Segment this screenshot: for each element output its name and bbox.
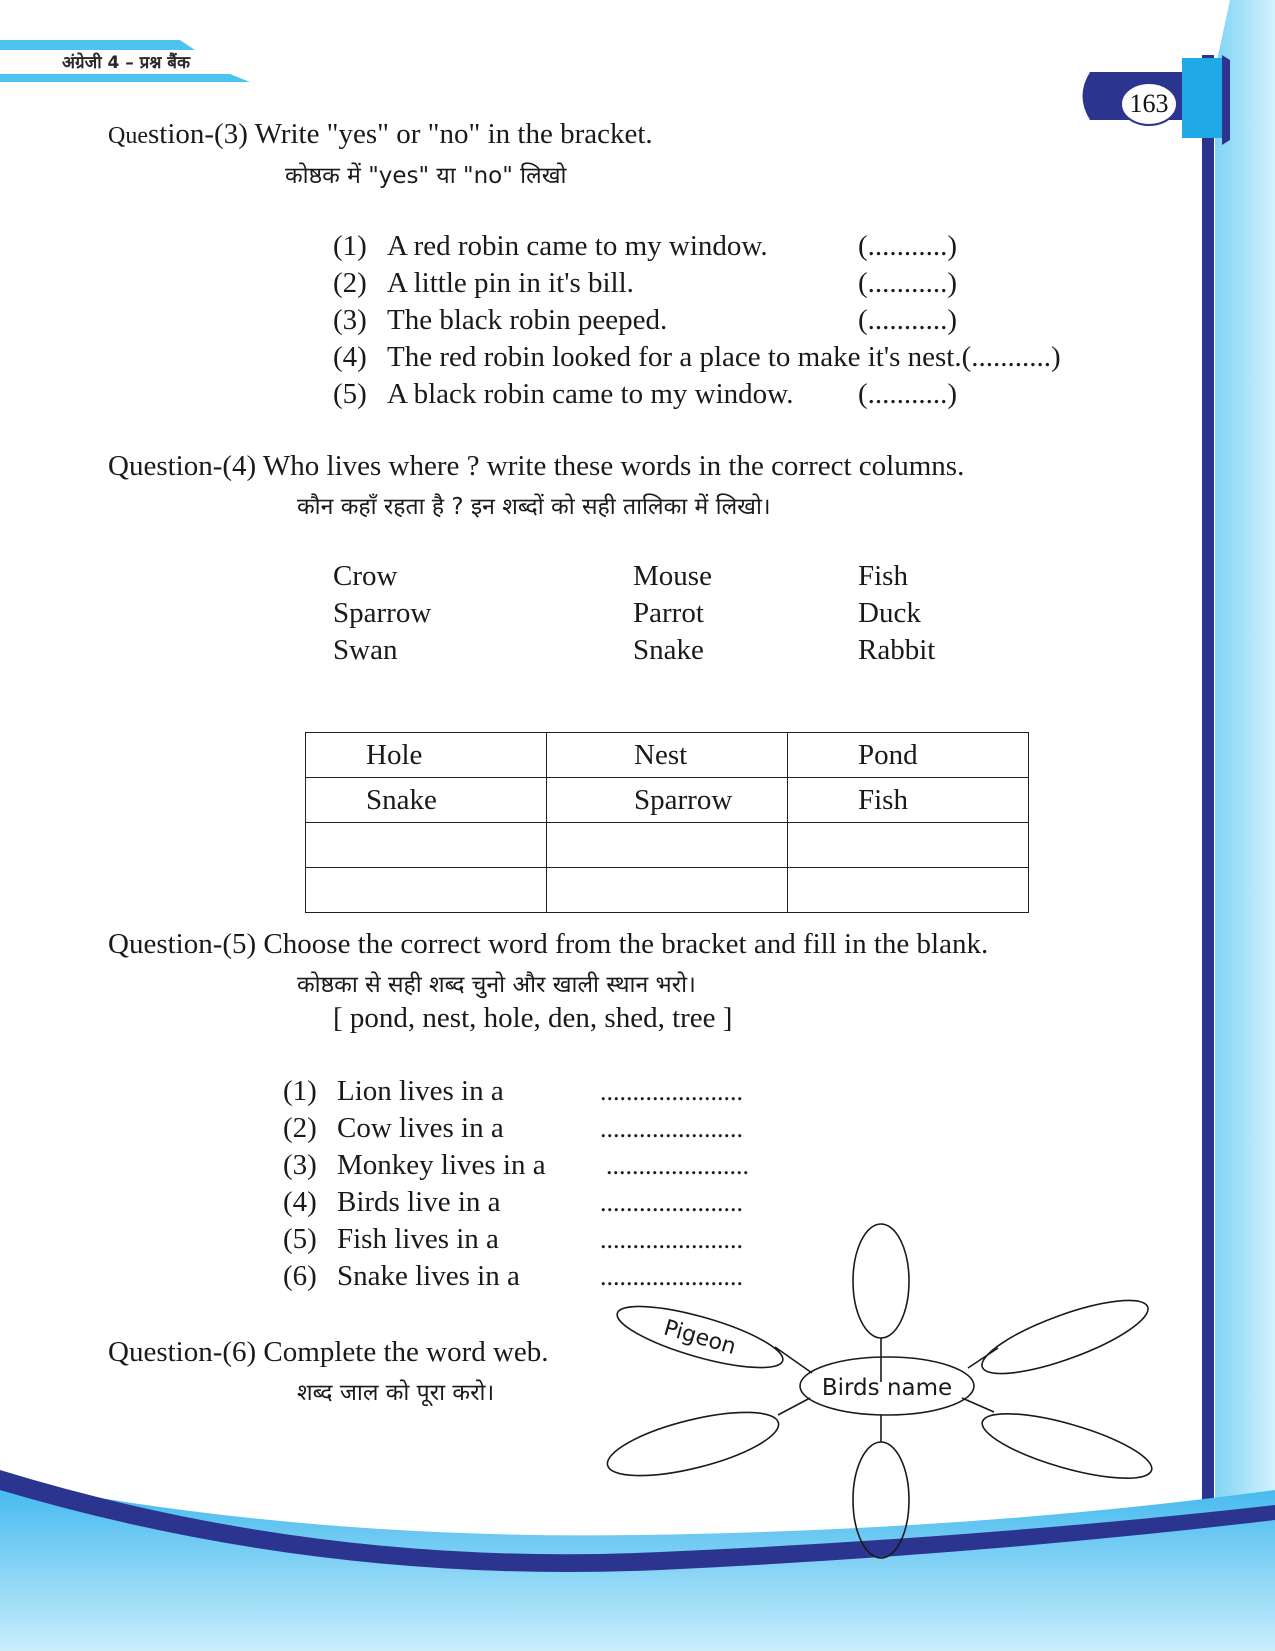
web-bubble-empty [975, 1286, 1155, 1388]
word-item: Snake [633, 634, 704, 666]
q3-item-text: A little pin in it's bill. [387, 267, 634, 299]
q3-blank: (...........) [858, 267, 958, 299]
q3-item-num: (3) [333, 304, 367, 336]
q3-item [333, 341, 1061, 374]
q5-item-num: (6) [283, 1260, 317, 1292]
table-row [306, 778, 1029, 823]
word-item: Rabbit [858, 634, 936, 666]
q4-title: Question-(4) Who lives where ? write these words in the correct columns. [108, 450, 965, 482]
q5-item-text: Birds live in a [337, 1186, 501, 1218]
word-item: Sparrow [333, 597, 432, 629]
table-cell [306, 778, 547, 823]
q4-hindi: कौन कहाँ रहता है ? इन शब्दों को सही तालिका में लिखो। [297, 494, 771, 520]
q3-blank: (...........) [858, 304, 958, 336]
q5-blank[interactable]: ...................... [600, 1188, 743, 1217]
q3-item [333, 304, 667, 337]
page-number: 163 [1129, 89, 1169, 118]
table-header-row [306, 733, 1029, 778]
q3-item-num: (1) [333, 230, 367, 262]
q3-blank: (...........) [858, 230, 958, 262]
word-item: Crow [333, 560, 398, 592]
table-example-cell: Fish [858, 784, 908, 816]
table-empty-cell[interactable] [547, 868, 788, 913]
q5-options: [ pond, nest, hole, den, shed, tree ] [333, 1002, 733, 1034]
word-item: Parrot [633, 597, 704, 629]
q6-hindi: शब्द जाल को पूरा करो। [297, 1380, 495, 1406]
table-row [306, 868, 1029, 913]
web-connector [968, 1348, 998, 1368]
q3-item-text: The black robin peeped. [387, 304, 668, 336]
web-bubble-empty [853, 1442, 909, 1558]
q3-blank: (...........) [961, 341, 1061, 373]
q5-hindi: कोष्ठका से सही शब्द चुनो और खाली स्थान भरो। [297, 972, 696, 998]
habitat-table [305, 732, 1029, 913]
q5-item [283, 1112, 504, 1145]
q5-item-text: Cow lives in a [337, 1112, 504, 1144]
q5-item-text: Fish lives in a [337, 1223, 499, 1255]
web-bubble-empty [976, 1401, 1157, 1492]
table-header-nest: Nest [634, 739, 688, 771]
book-header: अंग्रेजी 4 – प्रश्न बैंक [62, 53, 191, 73]
word-item: Duck [858, 597, 921, 629]
q5-item-num: (4) [283, 1186, 317, 1218]
q3-item-text: The red robin looked for a place to make it's nest. [387, 341, 962, 373]
q5-item [283, 1223, 499, 1256]
q6-title: Question-(6) Complete the word web. [108, 1336, 549, 1368]
q5-item-num: (1) [283, 1075, 317, 1107]
q5-item-text: Lion lives in a [337, 1075, 504, 1107]
q3-item-num: (4) [333, 341, 367, 373]
q5-blank[interactable]: ...................... [600, 1114, 743, 1143]
web-connector [775, 1347, 812, 1373]
table-example-cell: Snake [366, 784, 437, 816]
word-item: Fish [858, 560, 908, 592]
q5-item-num: (2) [283, 1112, 317, 1144]
q5-item [283, 1149, 546, 1182]
q3-item [333, 378, 793, 411]
table-empty-cell[interactable] [306, 823, 547, 868]
table-header-pond: Pond [858, 739, 918, 771]
table-example-cell: Sparrow [634, 784, 733, 816]
web-example-label: Pigeon [660, 1315, 739, 1360]
table-cell [547, 778, 788, 823]
web-connector [962, 1398, 994, 1412]
table-cell [788, 778, 1029, 823]
q5-item-text: Monkey lives in a [337, 1149, 546, 1181]
web-bubble-empty [853, 1224, 909, 1338]
table-row [306, 823, 1029, 868]
table-cell [306, 733, 547, 778]
q3-item [333, 267, 634, 300]
q3-title [108, 118, 653, 151]
q3-hindi: कोष्ठक में "yes" या "no" लिखो [285, 163, 567, 189]
table-cell [547, 733, 788, 778]
word-web [600, 1220, 1180, 1560]
q3-item [333, 230, 768, 263]
q3-title-text: stion-(3) Write "yes" or "no" in the bracket. [147, 118, 653, 150]
table-empty-cell[interactable] [547, 823, 788, 868]
q5-item [283, 1186, 501, 1219]
word-item: Swan [333, 634, 398, 666]
table-empty-cell[interactable] [788, 823, 1029, 868]
q5-blank[interactable]: ...................... [600, 1077, 743, 1106]
q5-item [283, 1260, 520, 1293]
table-empty-cell[interactable] [788, 868, 1029, 913]
q5-blank[interactable]: ...................... [600, 1262, 743, 1291]
q5-blank[interactable]: ...................... [606, 1151, 749, 1180]
q5-item-num: (5) [283, 1223, 317, 1255]
q5-blank[interactable]: ...................... [600, 1225, 743, 1254]
q3-item-text: A black robin came to my window. [387, 378, 794, 410]
q5-item-text: Snake lives in a [337, 1260, 520, 1292]
table-cell [788, 733, 1029, 778]
q3-item-num: (5) [333, 378, 367, 410]
table-empty-cell[interactable] [306, 868, 547, 913]
q3-title-prefix: Que [108, 123, 148, 149]
word-item: Mouse [633, 560, 712, 592]
web-bubble-empty [602, 1399, 784, 1488]
table-header-hole: Hole [366, 739, 423, 771]
q3-item-text: A red robin came to my window. [387, 230, 768, 262]
q5-title: Question-(5) Choose the correct word from the bracket and fill in the blank. [108, 928, 989, 960]
web-center-label: Birds name [821, 1375, 953, 1401]
q3-blank: (...........) [858, 378, 958, 410]
q5-item [283, 1075, 504, 1108]
q5-item-num: (3) [283, 1149, 317, 1181]
web-connector [778, 1398, 810, 1415]
q3-item-num: (2) [333, 267, 367, 299]
